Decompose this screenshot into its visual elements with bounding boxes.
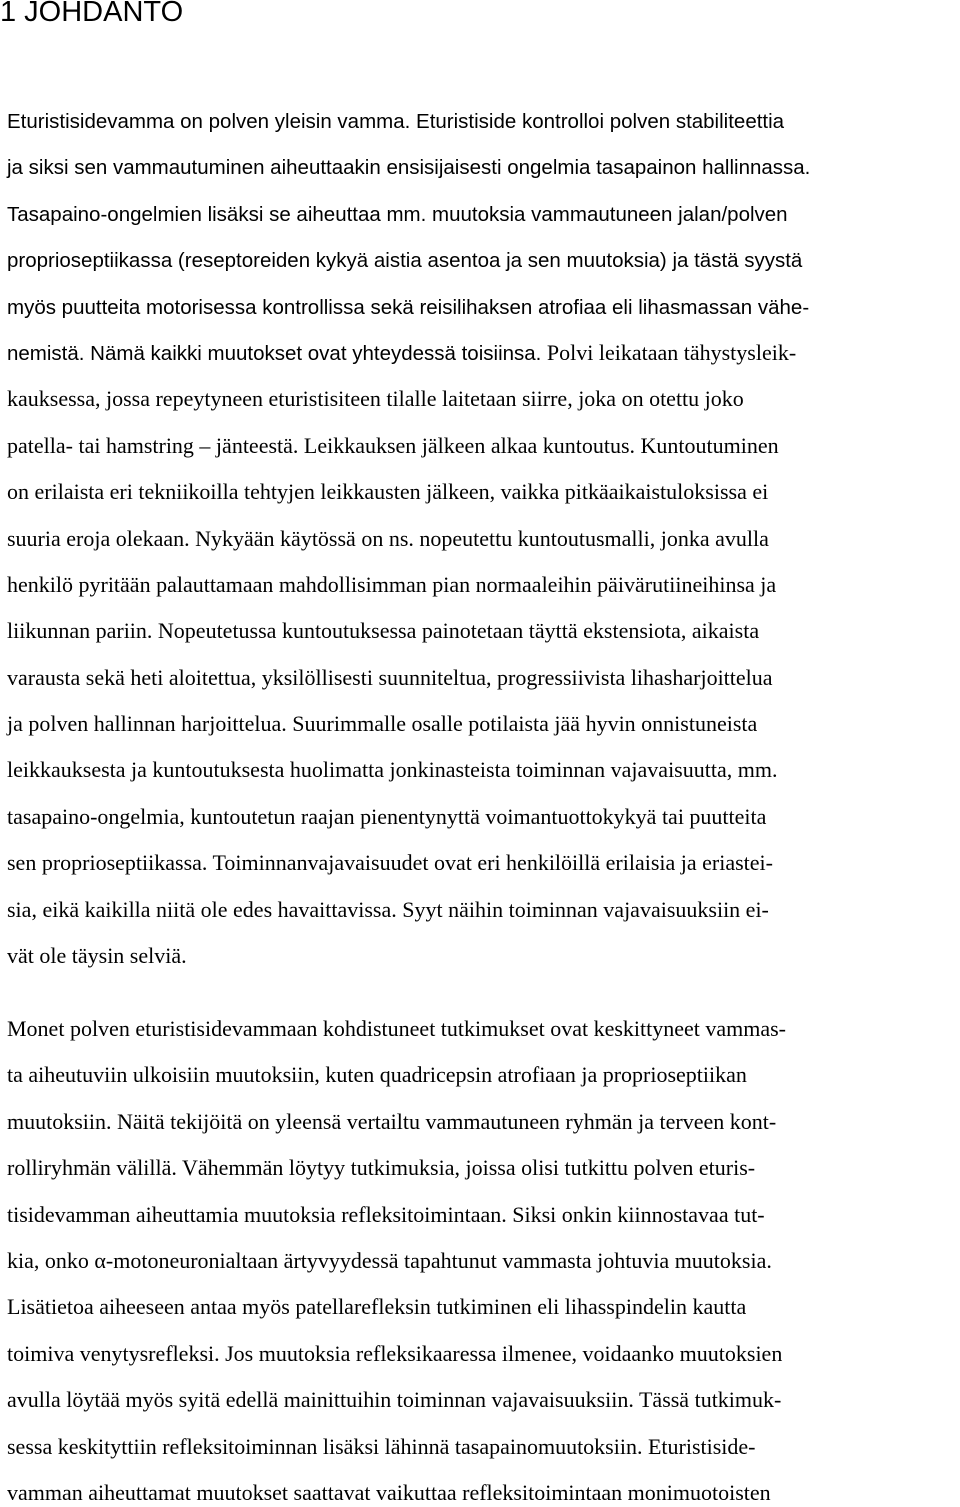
text-run: Lisätietoa aiheeseen antaa myös patellarefleksin tutkiminen eli lihasspindelin kautta <box>7 1294 747 1320</box>
text-line <box>7 1377 786 1423</box>
text-line <box>7 376 810 422</box>
text-line <box>7 98 810 144</box>
text-line <box>7 1099 786 1145</box>
text-run: sen proprioseptiikassa. Toiminnanvajavaisuudet ovat eri henkilöillä erilaisia ja eriastei- <box>7 850 773 876</box>
text-line <box>7 1331 786 1377</box>
text-run: kia, onko α-motoneuronialtaan ärtyvyydessä tapahtunut vammasta johtuvia muutoksia. <box>7 1247 772 1273</box>
text-line <box>7 191 810 237</box>
text-run: ja siksi sen vammautuminen aiheuttaakin ensisijaisesti ongelmia tasapainon hallinnassa. <box>7 156 811 180</box>
text-run: liikunnan pariin. Nopeutetussa kuntoutuksessa painotetaan täyttä ekstensiota, aikaista <box>7 618 760 644</box>
text-line <box>7 1424 786 1470</box>
text-line <box>7 330 810 376</box>
text-run: rolliryhmän välillä. Vähemmän löytyy tutkimuksia, joissa olisi tutkittu polven eturis- <box>7 1155 756 1181</box>
paragraph-1 <box>7 98 810 979</box>
text-run: kauksessa, jossa repeytyneen eturistisiteen tilalle laitetaan siirre, joka on otettu joko <box>7 386 744 412</box>
text-run: varausta sekä heti aloitettua, yksilöllisesti suunniteltua, progressiivista lihasharjoittelua <box>7 664 773 690</box>
text-line <box>7 423 810 469</box>
text-line <box>7 840 810 886</box>
text-run: ta aiheutuviin ulkoisiin muutoksiin, kuten quadricepsin atrofiaan ja proprioseptiikan <box>7 1062 747 1088</box>
text-run: Polvi leikataan tähystysleik- <box>541 339 797 365</box>
chapter-heading: 1 JOHDANTO <box>0 0 184 28</box>
text-run: vamman aiheuttamat muutokset saattavat vaikuttaa refleksitoimintaan monimuotoisten <box>7 1479 771 1505</box>
text-line <box>7 747 810 793</box>
text-run: sessa keskityttiin refleksitoiminnan lisäksi lähinnä tasapainomuutoksiin. Eturistiside- <box>7 1433 756 1459</box>
paragraph-2 <box>7 1006 786 1507</box>
text-line <box>7 655 810 701</box>
text-line <box>7 1238 786 1284</box>
text-line <box>7 284 810 330</box>
text-line <box>7 562 810 608</box>
text-line <box>7 469 810 515</box>
text-run: avulla löytää myös syitä edellä mainittuihin toiminnan vajavaisuuksiin. Tässä tutkimuk- <box>7 1387 782 1413</box>
text-run: patella- tai hamstring – jänteestä. Leikkauksen jälkeen alkaa kuntoutus. Kuntoutuminen <box>7 432 779 458</box>
text-run: suuria eroja olekaan. Nykyään käytössä on ns. nopeutettu kuntoutusmalli, jonka avulla <box>7 525 769 551</box>
text-run: leikkauksesta ja kuntoutuksesta huolimatta jonkinasteista toiminnan vajavaisuutta, mm. <box>7 757 778 783</box>
text-run: Eturistisidevamma on polven yleisin vamma. Eturistiside kontrolloi polven stabiliteettia <box>7 110 785 133</box>
text-line <box>7 1052 786 1098</box>
text-run: Tasapaino-ongelmien lisäksi se aiheuttaa mm. muutoksia vammautuneen jalan/polven <box>7 202 788 226</box>
text-run: tasapaino-ongelmia, kuntoutetun raajan pienentynyttä voimantuottokykyä tai puutteita <box>7 803 767 829</box>
text-line <box>7 1145 786 1191</box>
text-run: vät ole täysin selviä. <box>7 943 187 969</box>
text-run: muutoksiin. Näitä tekijöitä on yleensä vertailtu vammautuneen ryhmän ja terveen kont- <box>7 1108 777 1134</box>
text-run: tisidevamman aiheuttamia muutoksia refleksitoimintaan. Siksi onkin kiinnostavaa tut- <box>7 1201 765 1227</box>
text-run: toimiva venytysrefleksi. Jos muutoksia refleksikaaressa ilmenee, voidaanko muutoksien <box>7 1340 783 1366</box>
text-run: on erilaista eri tekniikoilla tehtyjen leikkausten jälkeen, vaikka pitkäaikaistuloksissa ei <box>7 479 769 505</box>
text-run: henkilö pyritään palauttamaan mahdollisimman pian normaaleihin päivärutiineihinsa ja <box>7 571 777 597</box>
text-line <box>7 1006 786 1052</box>
text-line <box>7 933 810 979</box>
text-run: Monet polven eturistisidevammaan kohdistuneet tutkimukset ovat keskittyneet vammas- <box>7 1016 787 1041</box>
text-run: ja polven hallinnan harjoittelua. Suurimmalle osalle potilaista jää hyvin onnistuneista <box>7 711 758 737</box>
text-line <box>7 701 810 747</box>
text-run: proprioseptiikassa (reseptoreiden kykyä aistia asentoa ja sen muutoksia) ja tästä syystä <box>7 249 803 273</box>
text-run: nemistä. Nämä kaikki muutokset ovat yhteydessä toisiinsa. <box>7 341 542 365</box>
text-line <box>7 1470 786 1507</box>
text-run: sia, eikä kaikilla niitä ole edes havaittavissa. Syyt näihin toiminnan vajavaisuuksiin ei- <box>7 896 769 922</box>
text-line <box>7 144 810 190</box>
text-line <box>7 794 810 840</box>
text-line <box>7 608 810 654</box>
text-run: myös puutteita motorisessa kontrollissa sekä reisilihaksen atrofiaa eli lihasmassan vähe- <box>7 295 810 319</box>
text-line <box>7 887 810 933</box>
text-line <box>7 1284 786 1330</box>
text-line <box>7 1192 786 1238</box>
text-line <box>7 516 810 562</box>
text-line <box>7 237 810 283</box>
